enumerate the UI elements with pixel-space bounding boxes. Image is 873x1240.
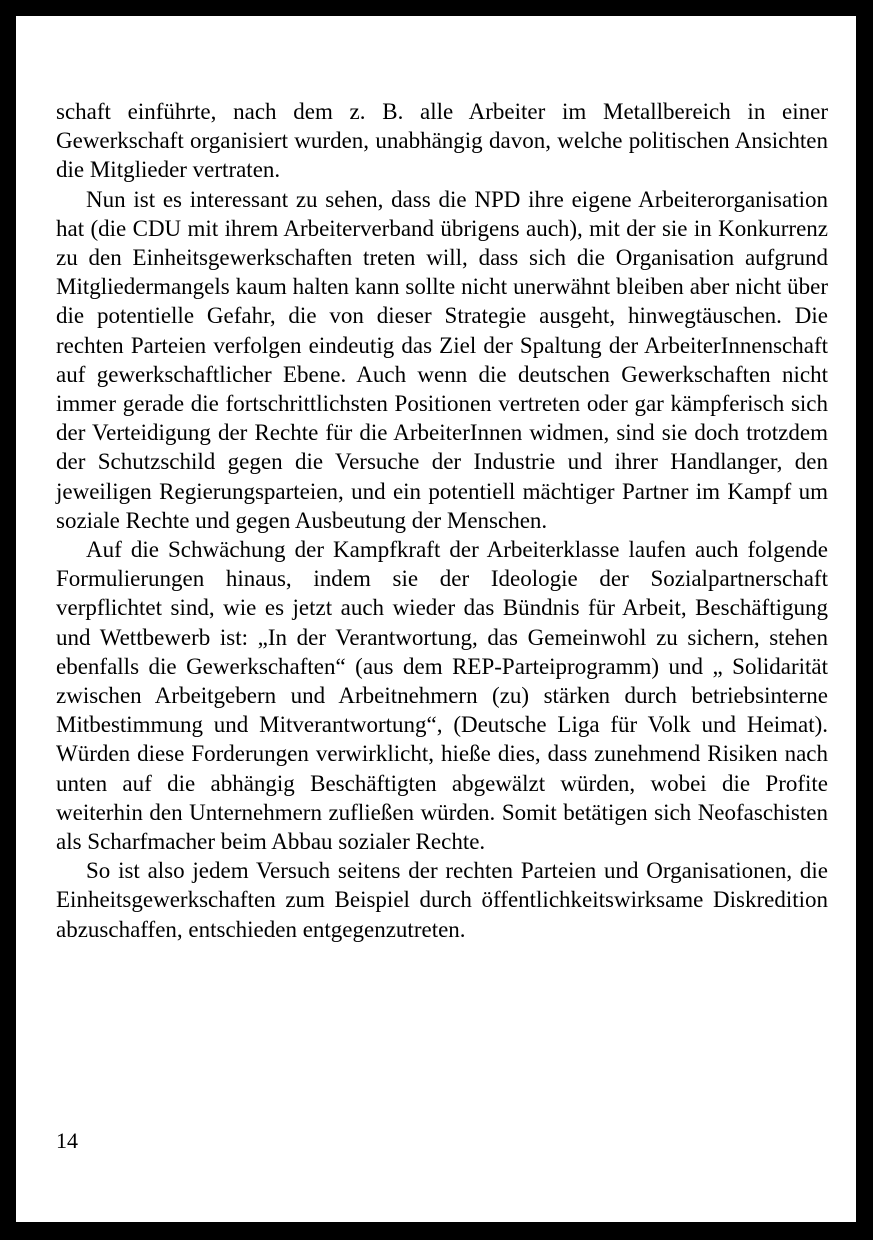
page-number: 14 <box>56 1128 78 1153</box>
paragraph-2: Nun ist es interessant zu sehen, dass die NPD ihre eigene Arbeiterorganisation hat (die CDU mit ihrem Arbeiterverband übrigens auch), mit der sie in Konkurrenz zu den Einheitsgewerkschaften treten will, dass sich die Organisation aufgrund Mitgliedermangels kaum halten kann sollte nicht unerwähnt bleiben aber nicht über die potentielle Gefahr, die von dieser Strategie ausgeht, hinwegtäuschen. Die rechten Parteien verfolgen eindeutig das Ziel der Spaltung der ArbeiterInnenschaft auf gewerkschaftlicher Ebene. Auch wenn die deutschen Gewerkschaften nicht immer gerade die fortschrittlichsten Positionen vertreten oder gar kämpferisch sich der Verteidigung der Rechte für die ArbeiterInnen widmen, sind sie doch trotzdem der Schutzschild gegen die Versuche der Industrie und ihrer Handlanger, den jeweiligen Regierungsparteien, und ein potentiell mächtiger Partner im Kampf um soziale Rechte und gegen Ausbeutung der Menschen. <box>56 186 828 533</box>
body-text <box>56 97 828 944</box>
paragraph-3: Auf die Schwächung der Kampfkraft der Arbeiterklasse laufen auch folgende Formulierungen hinaus, indem sie der Ideologie der Sozialpartnerschaft verpflichtet sind, wie es jetzt auch wieder das Bündnis für Arbeit, Beschäftigung und Wettbewerb ist: „In der Verantwortung, das Gemeinwohl zu sichern, stehen ebenfalls die Gewerkschaften“ (aus dem REP-Parteiprogramm) und „ Solidarität zwischen Arbeitgebern und Arbeitnehmern (zu) stärken durch betriebsinterne Mitbestimmung und Mitverantwortung“, (Deutsche Liga für Volk und Heimat). Würden diese Forderungen verwirklicht, hieße dies, dass zunehmend Risiken nach unten auf die abhängig Beschäftigten abgewälzt würden, wobei die Profite weiterhin den Unternehmern zufließen würden. Somit betätigen sich Neofaschisten als Scharfmacher beim Abbau sozialer Rechte. <box>56 537 828 855</box>
paragraph-1: schaft einführte, nach dem z. B. alle Arbeiter im Metallbereich in einer Gewerkschaft organisiert wurden, unabhängig davon, welche politischen Ansichten die Mitglieder vertraten. <box>56 99 828 183</box>
paragraph-4: So ist also jedem Versuch seitens der rechten Parteien und Organisationen, die Einheitsgewerkschaften zum Beispiel durch öffentlichkeitswirksame Diskredition abzuschaffen, entschieden entgegenzutreten. <box>56 858 828 942</box>
document-page <box>16 16 856 1222</box>
